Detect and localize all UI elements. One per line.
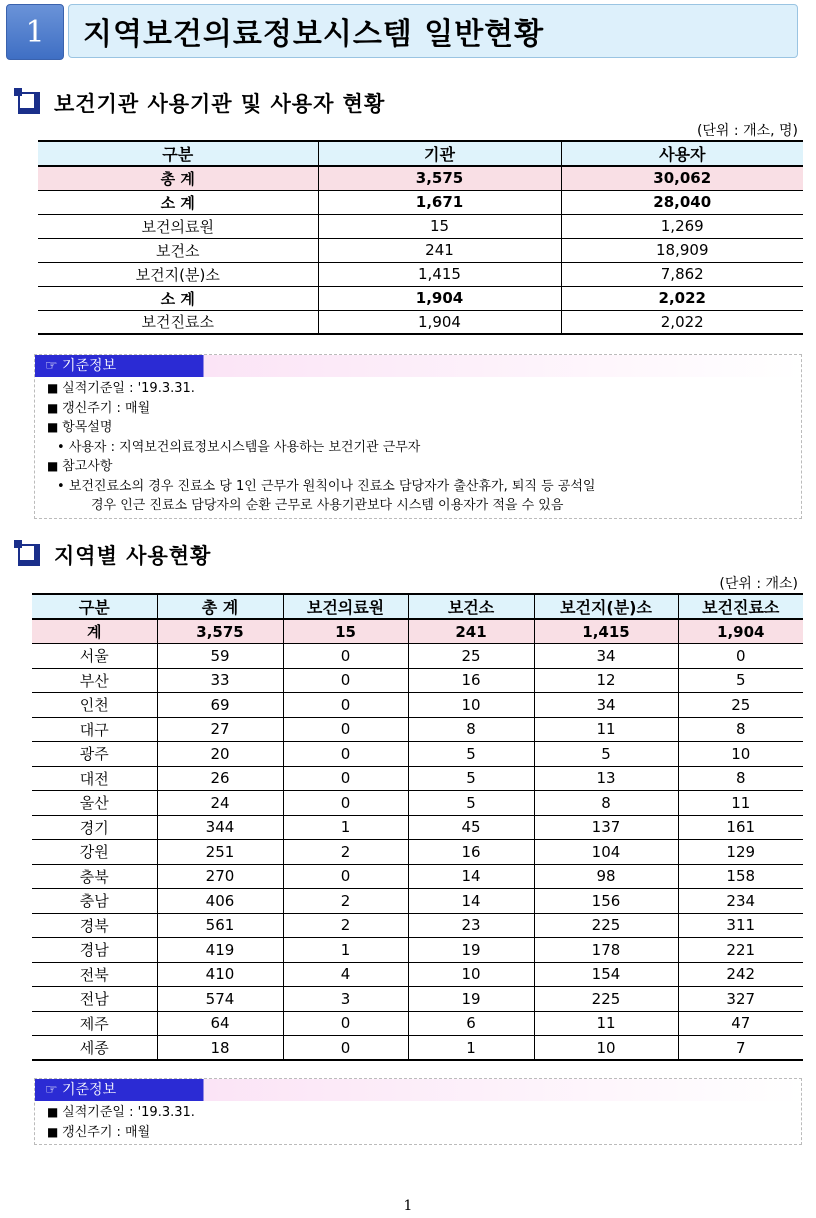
region-value: 158 (678, 864, 803, 889)
info-line: ■ 항목설명 (47, 418, 801, 438)
info-line: 경우 인근 진료소 담당자의 순환 근무로 사용기관보다 시스템 이용자가 적을 수 있음 (91, 498, 564, 513)
row-label: 보건소 (38, 238, 318, 262)
info-line: ■ 실적기준일 : '19.3.31. (47, 379, 801, 399)
region-value: 0 (283, 791, 408, 816)
user-count: 28,040 (561, 190, 803, 214)
region-value: 1 (408, 1036, 534, 1061)
region-value: 3 (283, 987, 408, 1012)
info-line: • 보건진료소의 경우 진료소 당 1인 근무가 원칙이나 진료소 담당자가 출산휴가, 퇴직 등 공석일 (47, 477, 801, 497)
table-row (38, 310, 803, 334)
table-row (32, 717, 803, 742)
region-value: 410 (157, 962, 283, 987)
region-value: 5 (408, 791, 534, 816)
page-number: 1 (403, 1198, 413, 1214)
table-row (32, 938, 803, 963)
org-user-table (38, 140, 803, 335)
region-label: 제주 (32, 1011, 157, 1036)
region-value: 5 (678, 668, 803, 693)
org-count: 1,415 (318, 262, 561, 286)
region-value: 0 (283, 693, 408, 718)
region-value: 0 (283, 742, 408, 767)
info-line: ■ 실적기준일 : '19.3.31. (47, 1103, 801, 1123)
region-value: 2 (283, 889, 408, 914)
table-row (32, 668, 803, 693)
table-header-row (32, 594, 803, 619)
region-value: 406 (157, 889, 283, 914)
info-line: ■ 참고사항 (47, 457, 801, 477)
region-label: 부산 (32, 668, 157, 693)
user-count: 2,022 (561, 286, 803, 310)
region-value: 270 (157, 864, 283, 889)
region-value: 16 (408, 668, 534, 693)
section2-unit: (단위 : 개소) (719, 576, 798, 592)
region-value: 13 (534, 766, 678, 791)
info-box-1 (34, 354, 802, 519)
chapter-number: 1 (6, 4, 64, 60)
column-header: 보건소 (408, 594, 534, 619)
table-row (32, 619, 803, 644)
region-value: 3,575 (157, 619, 283, 644)
region-value: 47 (678, 1011, 803, 1036)
row-label: 소 계 (38, 190, 318, 214)
region-value: 27 (157, 717, 283, 742)
region-label: 세종 (32, 1036, 157, 1061)
region-label: 대구 (32, 717, 157, 742)
region-value: 10 (534, 1036, 678, 1061)
region-value: 0 (283, 766, 408, 791)
region-value: 10 (408, 693, 534, 718)
region-value: 18 (157, 1036, 283, 1061)
region-label: 대전 (32, 766, 157, 791)
region-value: 154 (534, 962, 678, 987)
info-line: ■ 갱신주기 : 매월 (47, 1123, 801, 1143)
column-header: 사용자 (561, 141, 803, 166)
region-value: 10 (408, 962, 534, 987)
column-header: 보건진료소 (678, 594, 803, 619)
org-count: 3,575 (318, 166, 561, 190)
region-value: 0 (283, 668, 408, 693)
region-value: 221 (678, 938, 803, 963)
region-value: 20 (157, 742, 283, 767)
region-value: 344 (157, 815, 283, 840)
region-value: 16 (408, 840, 534, 865)
region-value: 8 (678, 766, 803, 791)
column-header: 구분 (32, 594, 157, 619)
table-row (32, 644, 803, 669)
region-value: 1 (283, 815, 408, 840)
info-header: ☞ 기준정보 (45, 358, 117, 374)
info-box-2 (34, 1078, 802, 1145)
region-value: 242 (678, 962, 803, 987)
row-label: 총 계 (38, 166, 318, 190)
region-value: 59 (157, 644, 283, 669)
region-value: 11 (534, 1011, 678, 1036)
region-value: 8 (534, 791, 678, 816)
region-value: 2 (283, 840, 408, 865)
table-row (32, 913, 803, 938)
user-count: 1,269 (561, 214, 803, 238)
table-row (32, 840, 803, 865)
region-value: 178 (534, 938, 678, 963)
region-value: 10 (678, 742, 803, 767)
region-label: 경남 (32, 938, 157, 963)
region-value: 419 (157, 938, 283, 963)
org-count: 1,904 (318, 310, 561, 334)
table-row (38, 190, 803, 214)
table-row (32, 987, 803, 1012)
info-line: ■ 갱신주기 : 매월 (47, 399, 801, 419)
region-value: 561 (157, 913, 283, 938)
region-label: 전북 (32, 962, 157, 987)
region-value: 0 (283, 717, 408, 742)
info-line: • 사용자 : 지역보건의료정보시스템을 사용하는 보건기관 근무자 (47, 438, 801, 458)
table-row (32, 742, 803, 767)
org-count: 1,904 (318, 286, 561, 310)
region-value: 25 (408, 644, 534, 669)
region-value: 0 (678, 644, 803, 669)
section2-title: 지역별 사용현황 (54, 544, 212, 568)
region-value: 225 (534, 987, 678, 1012)
region-value: 98 (534, 864, 678, 889)
region-value: 19 (408, 938, 534, 963)
region-label: 인천 (32, 693, 157, 718)
region-value: 34 (534, 644, 678, 669)
region-value: 15 (283, 619, 408, 644)
region-value: 0 (283, 1011, 408, 1036)
table-row (32, 889, 803, 914)
region-value: 11 (534, 717, 678, 742)
column-header: 기관 (318, 141, 561, 166)
region-value: 0 (283, 1036, 408, 1061)
table-row (32, 815, 803, 840)
region-value: 137 (534, 815, 678, 840)
region-value: 251 (157, 840, 283, 865)
org-count: 241 (318, 238, 561, 262)
region-value: 23 (408, 913, 534, 938)
region-value: 574 (157, 987, 283, 1012)
region-value: 7 (678, 1036, 803, 1061)
region-value: 5 (534, 742, 678, 767)
region-value: 33 (157, 668, 283, 693)
region-value: 8 (408, 717, 534, 742)
region-label: 강원 (32, 840, 157, 865)
region-value: 1,904 (678, 619, 803, 644)
table-row (32, 1011, 803, 1036)
region-value: 129 (678, 840, 803, 865)
column-header: 구분 (38, 141, 318, 166)
region-value: 64 (157, 1011, 283, 1036)
region-table (32, 593, 803, 1061)
region-label: 충북 (32, 864, 157, 889)
region-value: 1,415 (534, 619, 678, 644)
region-label: 광주 (32, 742, 157, 767)
user-count: 30,062 (561, 166, 803, 190)
table-row (32, 791, 803, 816)
region-value: 311 (678, 913, 803, 938)
region-value: 225 (534, 913, 678, 938)
user-count: 2,022 (561, 310, 803, 334)
section1-heading (18, 88, 385, 118)
region-value: 34 (534, 693, 678, 718)
user-count: 18,909 (561, 238, 803, 262)
page-title: 지역보건의료정보시스템 일반현황 (68, 4, 798, 58)
table-row (32, 864, 803, 889)
table-row (32, 693, 803, 718)
region-value: 11 (678, 791, 803, 816)
region-label: 전남 (32, 987, 157, 1012)
row-label: 보건지(분)소 (38, 262, 318, 286)
region-value: 4 (283, 962, 408, 987)
table-row (38, 166, 803, 190)
region-value: 6 (408, 1011, 534, 1036)
table-header-row (38, 141, 803, 166)
table-row (38, 262, 803, 286)
region-value: 0 (283, 864, 408, 889)
region-value: 0 (283, 644, 408, 669)
row-label: 소 계 (38, 286, 318, 310)
region-value: 14 (408, 889, 534, 914)
row-label: 보건진료소 (38, 310, 318, 334)
region-value: 2 (283, 913, 408, 938)
region-value: 156 (534, 889, 678, 914)
region-value: 24 (157, 791, 283, 816)
region-label: 경기 (32, 815, 157, 840)
user-count: 7,862 (561, 262, 803, 286)
region-value: 241 (408, 619, 534, 644)
table-row (32, 1036, 803, 1061)
column-header: 보건의료원 (283, 594, 408, 619)
region-label: 계 (32, 619, 157, 644)
region-value: 25 (678, 693, 803, 718)
region-value: 5 (408, 742, 534, 767)
region-label: 울산 (32, 791, 157, 816)
table-row (38, 286, 803, 310)
region-value: 19 (408, 987, 534, 1012)
region-value: 327 (678, 987, 803, 1012)
table-row (32, 766, 803, 791)
region-value: 26 (157, 766, 283, 791)
region-value: 69 (157, 693, 283, 718)
section2-heading (18, 540, 211, 570)
column-header: 총 계 (157, 594, 283, 619)
square-bullet-icon (18, 544, 40, 566)
row-label: 보건의료원 (38, 214, 318, 238)
section1-unit: (단위 : 개소, 명) (696, 123, 798, 139)
region-value: 104 (534, 840, 678, 865)
column-header: 보건지(분)소 (534, 594, 678, 619)
region-label: 충남 (32, 889, 157, 914)
region-value: 161 (678, 815, 803, 840)
region-value: 45 (408, 815, 534, 840)
region-value: 8 (678, 717, 803, 742)
region-label: 서울 (32, 644, 157, 669)
table-row (38, 238, 803, 262)
region-label: 경북 (32, 913, 157, 938)
region-value: 14 (408, 864, 534, 889)
region-value: 234 (678, 889, 803, 914)
region-value: 12 (534, 668, 678, 693)
info-header: ☞ 기준정보 (45, 1082, 117, 1098)
region-value: 5 (408, 766, 534, 791)
org-count: 15 (318, 214, 561, 238)
table-row (38, 214, 803, 238)
table-row (32, 962, 803, 987)
region-value: 1 (283, 938, 408, 963)
square-bullet-icon (18, 92, 40, 114)
org-count: 1,671 (318, 190, 561, 214)
section1-title: 보건기관 사용기관 및 사용자 현황 (54, 92, 386, 116)
